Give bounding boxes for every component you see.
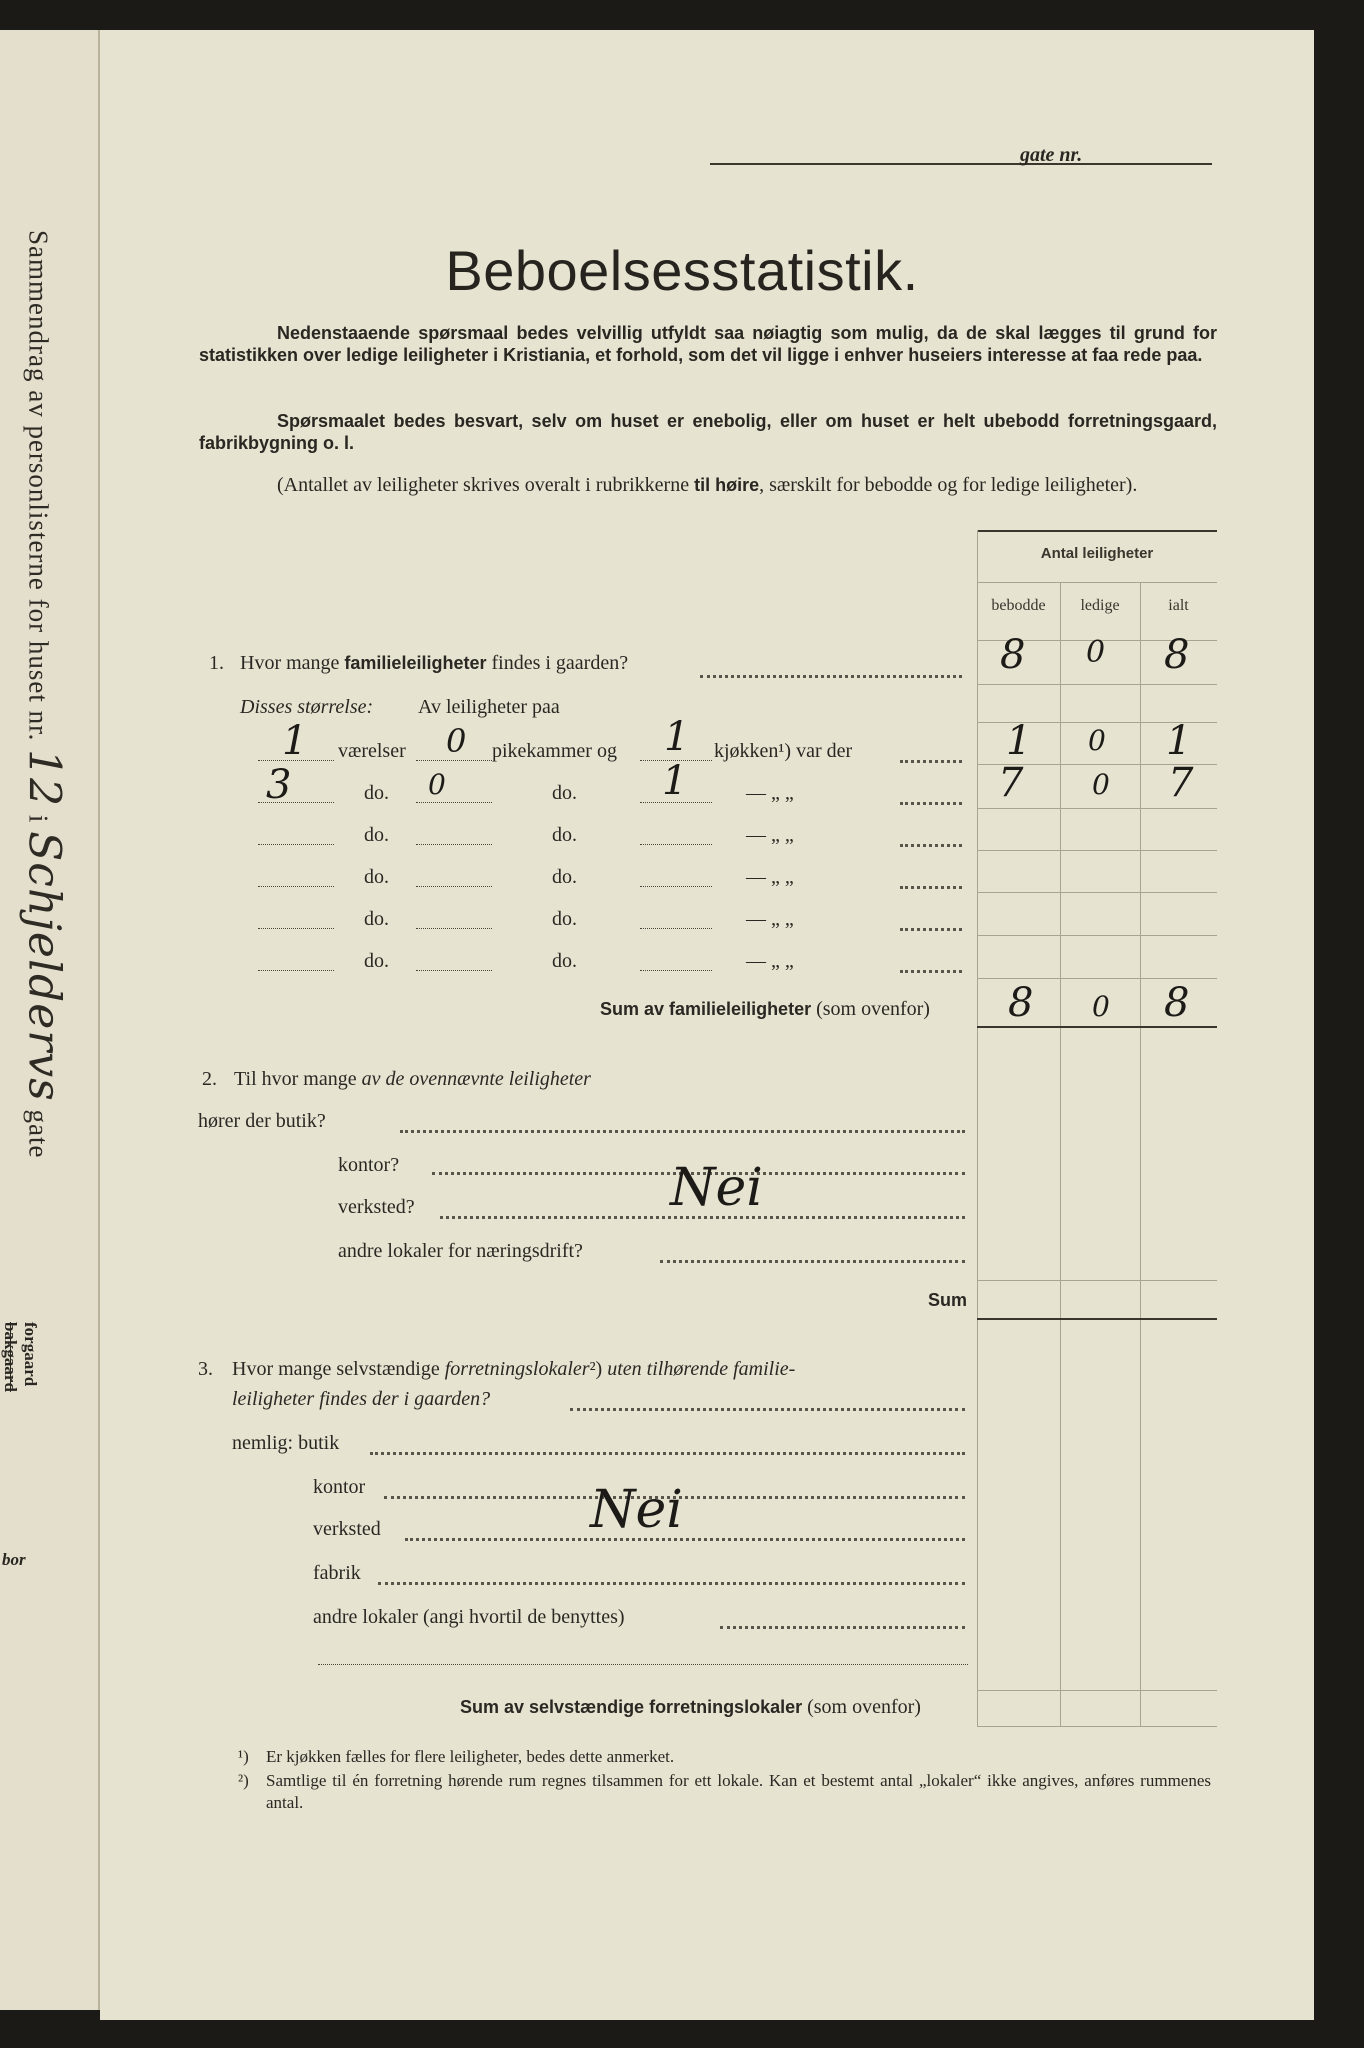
- row2-label1: do.: [364, 782, 389, 804]
- row2-rooms: 3: [266, 762, 292, 808]
- row2-label2: do.: [552, 782, 577, 804]
- row6-label1: do.: [364, 950, 389, 972]
- table-head-rule: [977, 582, 1217, 583]
- q1-answer-ledige: 0: [1086, 635, 1106, 670]
- row3-label1: do.: [364, 824, 389, 846]
- table-top-rule: [977, 530, 1217, 532]
- row4-label2: do.: [552, 866, 577, 888]
- row1-bebodde: 1: [1006, 718, 1032, 764]
- footnote-2: Samtlige til én forretning hørende rum regnes tilsammen for ett lokale. Kan et bestemt antal „lokaler“ ikke angives, anføres rummenes antal.: [266, 1771, 1211, 1812]
- q1-sum-label: Sum av familieleiligheter (som ovenfor): [600, 998, 930, 1020]
- q1-sizes-text: Av leiligheter paa: [418, 696, 560, 718]
- row5-label3: — „ „: [746, 908, 794, 930]
- row2-label3: — „ „: [746, 782, 794, 804]
- table-col-rule-2: [1140, 582, 1141, 1726]
- table-sum2-rule: [977, 1318, 1217, 1320]
- col-bebodde: bebodde: [991, 597, 1046, 614]
- q3-question: Hvor mange selvstændige forretningslokaler²) uten tilhørende familie-: [232, 1358, 796, 1380]
- col-ledige: ledige: [1080, 597, 1120, 614]
- q2-number: 2.: [202, 1068, 217, 1090]
- table-title: Antal leiligheter: [1040, 545, 1154, 562]
- row1-kitchen: 1: [664, 714, 690, 760]
- row5-label2: do.: [552, 908, 577, 930]
- side-forgaard: forgaard: [21, 1322, 40, 1387]
- row2-pike: 0: [428, 768, 446, 801]
- q1-sizes-label: Disses størrelse:: [240, 696, 374, 718]
- q2-handwritten-answer: Nei: [670, 1158, 763, 1218]
- q3-handwritten-answer: Nei: [590, 1480, 683, 1540]
- row1-rooms: 1: [282, 718, 308, 764]
- q3-question-line2: leiligheter findes der i gaarden?: [232, 1388, 491, 1410]
- footnote-1-mark: ¹): [238, 1747, 249, 1766]
- q3-sum-label: Sum av selvstændige forretningslokaler (som ovenfor): [460, 1696, 921, 1718]
- q2-sum: Sum: [928, 1290, 968, 1310]
- q1-sum-ledige: 0: [1092, 990, 1110, 1023]
- q3-number: 3.: [198, 1358, 213, 1380]
- q3-fabrik: fabrik: [313, 1562, 361, 1584]
- table-col-rule-1: [1060, 582, 1061, 1726]
- intro-paragraph-1: Nedenstaaende spørsmaal bedes velvillig utfyldt saa nøiagtig som mulig, da de skal lægges til grund for statistikken over ledige leiligheter i Kristiania, et forhold, som det vil ligge i enhver huseiers interesse at faa rede paa.: [199, 323, 1217, 365]
- row2-kitchen: 1: [662, 758, 688, 804]
- q2-verksted: verksted?: [338, 1196, 415, 1218]
- table-bottom-rule: [977, 1726, 1217, 1727]
- q2-butik: hører der butik?: [198, 1110, 326, 1132]
- row1-ledige: 0: [1088, 724, 1106, 757]
- side-bakgaard: bakgaard: [1, 1322, 20, 1392]
- row2-bebodde: 7: [998, 760, 1024, 806]
- row1-label2: pikekammer og: [492, 740, 617, 762]
- row1-label1: værelser: [338, 740, 406, 762]
- table-row-rule: [977, 892, 1217, 893]
- table-row-rule: [977, 808, 1217, 809]
- table-row-rule: [977, 1280, 1217, 1281]
- q1-answer-ialt: 8: [1164, 632, 1190, 678]
- q3-butik: nemlig: butik: [232, 1432, 340, 1454]
- side-text: Sammendrag av personlisterne for huset nr. 12 i Schjeldervs gate: [18, 230, 70, 1159]
- footnote-2-mark: ²): [238, 1771, 249, 1790]
- gate-number-line: [710, 163, 1212, 165]
- side-house-number: 12: [18, 749, 70, 808]
- q2-andre: andre lokaler for næringsdrift?: [338, 1240, 583, 1262]
- q2-kontor: kontor?: [338, 1154, 400, 1176]
- q3-blank-line: [318, 1664, 968, 1665]
- row2-ledige: 0: [1092, 768, 1110, 801]
- row2-ialt: 7: [1168, 760, 1194, 806]
- q3-kontor: kontor: [313, 1476, 366, 1498]
- side-street-name: Schjeldervs: [18, 831, 70, 1102]
- col-ialt: ialt: [1168, 597, 1189, 614]
- table-sum1-rule: [977, 1026, 1217, 1028]
- q3-verksted: verksted: [313, 1518, 381, 1540]
- intro-paragraph-3: (Antallet av leiligheter skrives overalt i rubrikkerne til høire, særskilt for bebodde og for ledige leiligheter).: [277, 474, 1138, 496]
- q1-question: Hvor mange familieleiligheter findes i gaarden?: [240, 652, 629, 674]
- row1-pike: 0: [446, 722, 467, 760]
- row6-label3: — „ „: [746, 950, 794, 972]
- table-row-rule: [977, 850, 1217, 851]
- side-summary-label: [14, 230, 74, 1450]
- q2-question: Til hvor mange av de ovennævnte leiligheter: [234, 1068, 591, 1090]
- row4-label1: do.: [364, 866, 389, 888]
- row4-label3: — „ „: [746, 866, 794, 888]
- row3-label2: do.: [552, 824, 577, 846]
- footnote-1: Er kjøkken fælles for flere leiligheter, bedes dette anmerket.: [266, 1747, 675, 1766]
- side-bor: bor: [2, 1550, 26, 1569]
- table-left-rule: [977, 530, 978, 1726]
- table-row-rule: [977, 1690, 1217, 1691]
- table-row-rule: [977, 978, 1217, 979]
- q1-sum-ialt: 8: [1164, 980, 1190, 1026]
- intro-paragraph-2: Spørsmaalet bedes besvart, selv om huset er enebolig, eller om huset er helt ubebodd forretningsgaard, fabrikbygning o. l.: [199, 411, 1217, 453]
- q1-sum-bebodde: 8: [1008, 980, 1034, 1026]
- q1-answer-bebodde: 8: [1000, 632, 1026, 678]
- table-row-rule: [977, 935, 1217, 936]
- row1-label3: kjøkken¹) var der: [714, 740, 853, 762]
- q3-andre: andre lokaler (angi hvortil de benyttes): [313, 1606, 625, 1628]
- row5-label1: do.: [364, 908, 389, 930]
- q1-number: 1.: [209, 652, 224, 674]
- row3-label3: — „ „: [746, 824, 794, 846]
- row1-ialt: 1: [1166, 718, 1192, 764]
- page-title: Beboelsesstatistik.: [445, 239, 919, 302]
- table-row-rule: [977, 684, 1217, 685]
- gate-number-label: gate nr.: [1020, 144, 1083, 166]
- row6-label2: do.: [552, 950, 577, 972]
